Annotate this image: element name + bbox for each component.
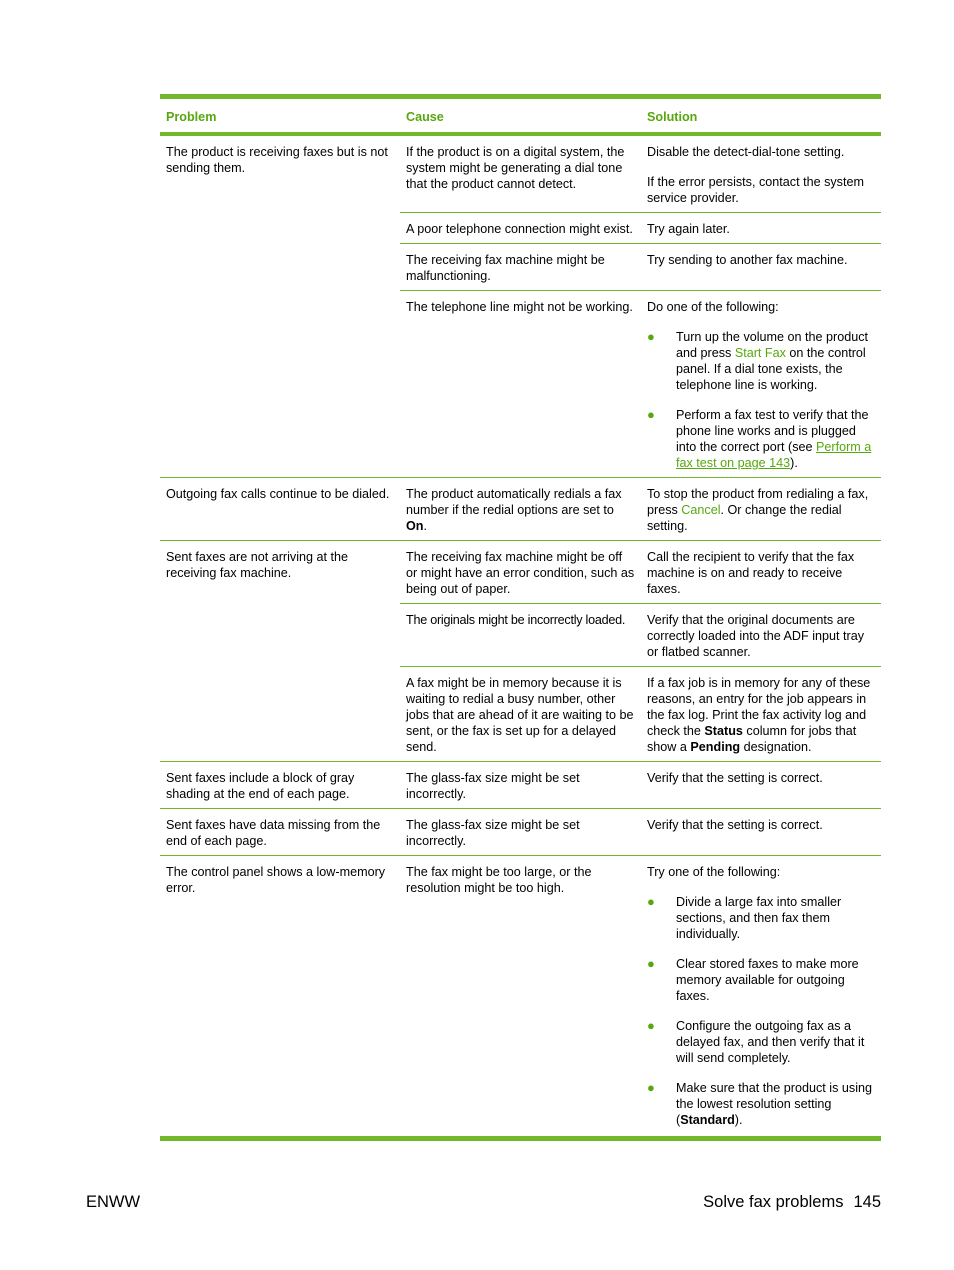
- bullet-text: Turn up the volume on the product and press: [676, 330, 869, 360]
- solution-bullet-list: [647, 329, 875, 471]
- footer-section-title: Solve fax problems: [703, 1193, 844, 1211]
- problem-cell: Sent faxes are not arriving at the receiving fax machine.: [160, 541, 400, 762]
- cause-cell: The receiving fax machine might be malfunctioning.: [400, 244, 641, 291]
- list-item: [647, 407, 875, 471]
- bullet-text: ).: [734, 1113, 743, 1127]
- bullet-icon: ●: [647, 1080, 655, 1095]
- table-row: [160, 762, 881, 809]
- problem-cell: Sent faxes have data missing from the end of each page.: [160, 809, 400, 856]
- bullet-text: Configure the outgoing fax as a delayed fax, and then verify that it will send completely.: [676, 1019, 865, 1065]
- cause-cell: The telephone line might not be working.: [400, 291, 641, 478]
- solution-intro: Do one of the following:: [647, 300, 779, 314]
- bullet-text: ).: [790, 456, 798, 470]
- bullet-icon: ●: [647, 1018, 655, 1033]
- solution-text: To stop the product from redialing a fax, press: [647, 487, 869, 517]
- standard-setting-label: Standard: [680, 1113, 735, 1127]
- table-row: [160, 478, 881, 541]
- cause-cell: The receiving fax machine might be off or might have an error condition, such as being out of paper.: [400, 541, 641, 604]
- bullet-text: on the control panel. If a dial tone exists, the telephone line is working.: [676, 346, 866, 392]
- solution-text: column for jobs that show a: [647, 724, 857, 754]
- bullet-icon: ●: [647, 894, 655, 909]
- on-setting-label: On: [406, 519, 424, 533]
- header-problem: Problem: [160, 97, 400, 135]
- bullet-text: Clear stored faxes to make more memory available for outgoing faxes.: [676, 957, 859, 1003]
- cause-cell: A poor telephone connection might exist.: [400, 213, 641, 244]
- solution-cell: Verify that the original documents are correctly loaded into the ADF input tray or flatbed scanner.: [641, 604, 881, 667]
- solution-text: . Or change the redial setting.: [647, 503, 842, 533]
- bullet-icon: ●: [647, 956, 655, 971]
- page-number: 145: [853, 1193, 881, 1211]
- start-fax-key-label: Start Fax: [734, 346, 786, 360]
- header-solution: Solution: [641, 97, 881, 135]
- status-column-label: Status: [704, 724, 743, 738]
- cause-cell: The fax might be too large, or the resolution might be too high.: [406, 865, 592, 895]
- solution-text: designation.: [740, 740, 812, 754]
- solution-cell: [641, 667, 881, 762]
- bullet-text: Divide a large fax into smaller sections, and then fax them individually.: [676, 895, 842, 941]
- cause-cell: [400, 478, 641, 541]
- list-item: [647, 894, 875, 942]
- bullet-icon: ●: [647, 407, 655, 422]
- problem-cell: Sent faxes include a block of gray shading at the end of each page.: [160, 762, 400, 809]
- list-item: [647, 329, 875, 393]
- table-row: [160, 541, 881, 604]
- cause-cell: The glass-fax size might be set incorrectly.: [400, 809, 641, 856]
- problem-cell: The control panel shows a low-memory error.: [166, 865, 386, 895]
- list-item: [647, 956, 875, 1004]
- list-item: [647, 1080, 875, 1128]
- solution-cell: [641, 478, 881, 541]
- bullet-text: Make sure that the product is using the lowest resolution setting (: [676, 1081, 873, 1127]
- header-cause: Cause: [400, 97, 641, 135]
- solution-text: Disable the detect-dial-tone setting.: [647, 145, 845, 159]
- problem-cell: Outgoing fax calls continue to be dialed.: [160, 478, 400, 541]
- solution-cell: Verify that the setting is correct.: [641, 809, 881, 856]
- solution-text: If a fax job is in memory for any of these reasons, an entry for the job appears in the fax log. Print the fax activity log and check the: [647, 676, 871, 738]
- solution-cell: [641, 134, 881, 213]
- table-row: [160, 134, 881, 213]
- problem-cell: The product is receiving faxes but is not sending them.: [160, 134, 400, 478]
- table-row: [160, 809, 881, 856]
- solution-intro: Try one of the following:: [647, 865, 781, 879]
- cause-cell: A fax might be in memory because it is waiting to redial a busy number, other jobs that are ahead of it are waiting to be sent, or the fax is set up for a delayed send.: [400, 667, 641, 762]
- solution-cell: [641, 291, 881, 478]
- list-item: [647, 1018, 875, 1066]
- solution-text: If the error persists, contact the system service provider.: [647, 175, 864, 205]
- table-row: [160, 856, 881, 1139]
- footer-locale: ENWW: [86, 1193, 141, 1211]
- cause-text: The product automatically redials a fax number if the redial options are set to: [406, 487, 622, 517]
- solution-cell: Call the recipient to verify that the fax machine is on and ready to receive faxes.: [641, 541, 881, 604]
- solution-cell: Try sending to another fax machine.: [641, 244, 881, 291]
- solution-bullet-list: [647, 894, 875, 1128]
- bullet-icon: ●: [647, 329, 655, 344]
- solution-cell: Try again later.: [641, 213, 881, 244]
- cause-cell: If the product is on a digital system, the system might be generating a dial tone that the product cannot detect.: [400, 134, 641, 213]
- footer-section: [703, 1193, 881, 1212]
- cause-cell: The originals might be incorrectly loaded.: [400, 604, 641, 667]
- cause-text: .: [423, 519, 427, 533]
- cancel-key-label: Cancel: [681, 503, 721, 517]
- cause-cell: The glass-fax size might be set incorrectly.: [400, 762, 641, 809]
- solution-cell: [641, 856, 881, 1139]
- bullet-text: Perform a fax test to verify that the phone line works and is plugged into the correct port (see: [676, 408, 869, 454]
- table-header-row: [160, 97, 881, 135]
- fax-test-link[interactable]: Perform a fax test on page 143: [676, 440, 872, 470]
- solution-cell: Verify that the setting is correct.: [641, 762, 881, 809]
- pending-label: Pending: [690, 740, 741, 754]
- troubleshooting-table: [160, 94, 881, 1141]
